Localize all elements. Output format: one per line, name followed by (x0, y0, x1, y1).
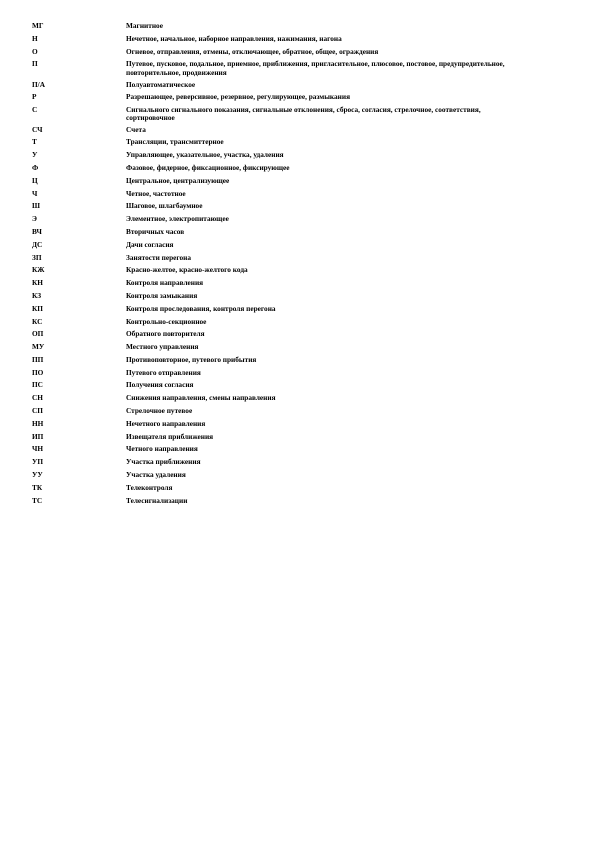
abbreviation-description: Снижения направления, смены направления (126, 393, 276, 403)
abbreviation-description: Извещателя приближения (126, 431, 214, 441)
abbreviation-description: Контрольно-секционное (126, 316, 207, 326)
abbreviation-row (32, 445, 532, 453)
abbreviation-code: КП (32, 303, 43, 313)
abbreviation-row (32, 22, 532, 30)
abbreviation-row (32, 458, 532, 466)
abbreviation-row (32, 407, 532, 415)
abbreviation-code: С (32, 104, 38, 114)
abbreviation-code: П (32, 59, 38, 69)
abbreviation-code: Т (32, 137, 37, 147)
abbreviation-code: КЖ (32, 265, 45, 275)
abbreviation-code: МГ (32, 21, 44, 30)
abbreviation-description: Путевого отправления (126, 367, 201, 377)
abbreviation-code: Ш (32, 201, 41, 211)
abbreviation-description: Контроля замыкания (126, 290, 198, 300)
abbreviation-code: Ч (32, 188, 38, 198)
abbreviation-code: НН (32, 418, 44, 428)
abbreviation-code: ТК (32, 482, 43, 492)
abbreviation-description: Красно-желтое, красно-желтого кода (126, 265, 248, 275)
abbreviation-code: ДС (32, 239, 43, 249)
abbreviation-row (32, 35, 532, 43)
abbreviation-code: Ц (32, 175, 38, 185)
abbreviation-code: Н (32, 33, 38, 43)
abbreviation-description: Магнитное (126, 21, 163, 30)
abbreviation-row (32, 420, 532, 428)
abbreviation-row (32, 484, 532, 492)
abbreviation-description: Местного управления (126, 342, 199, 352)
abbreviation-description: Нечетного направления (126, 418, 206, 428)
abbreviation-code: МУ (32, 342, 45, 352)
abbreviation-description: Обратного повторителя (126, 329, 205, 339)
abbreviation-row (32, 369, 532, 377)
abbreviation-code: Э (32, 214, 37, 224)
abbreviation-row (32, 241, 532, 249)
abbreviation-code: КН (32, 278, 43, 288)
abbreviation-description: Шаговое, шлагбаумное (126, 201, 203, 211)
abbreviation-code: СП (32, 406, 43, 416)
abbreviation-description: Вторичных часов (126, 226, 185, 236)
abbreviation-code: Ф (32, 162, 39, 172)
abbreviation-description: Элементное, электропитающее (126, 214, 229, 224)
abbreviation-list (32, 22, 532, 509)
abbreviation-row (32, 343, 532, 351)
abbreviation-description: Трансляции, трансмиттерное (126, 137, 224, 147)
abbreviation-code: ЗП (32, 252, 42, 262)
abbreviation-description: Противоповторное, путевого прибытия (126, 354, 257, 364)
abbreviation-row (32, 471, 532, 479)
abbreviation-code: ИП (32, 431, 44, 441)
abbreviation-row (32, 177, 532, 185)
abbreviation-row (32, 228, 532, 236)
abbreviation-description: Получения согласия (126, 380, 194, 390)
abbreviation-description: Телесигнализации (126, 495, 188, 505)
abbreviation-code: О (32, 46, 38, 56)
abbreviation-description: Занятости перегона (126, 252, 192, 262)
abbreviation-row (32, 190, 532, 198)
abbreviation-row (32, 81, 532, 89)
abbreviation-code: Р (32, 91, 37, 101)
abbreviation-code: ТС (32, 495, 43, 505)
abbreviation-description: Нечетное, начальное, наборное направления, нажимания, нагона (126, 33, 342, 43)
abbreviation-row (32, 266, 532, 274)
abbreviation-code: УП (32, 457, 44, 467)
abbreviation-code: УУ (32, 470, 43, 480)
abbreviation-row (32, 202, 532, 210)
abbreviation-description: Четное, частотное (126, 188, 186, 198)
abbreviation-code: СЧ (32, 124, 43, 134)
abbreviation-code: КС (32, 316, 43, 326)
abbreviation-description: Фазовое, фидерное, фиксационное, фиксирующее (126, 162, 290, 172)
abbreviation-code: ПП (32, 354, 44, 364)
abbreviation-row (32, 381, 532, 389)
abbreviation-description: Полуавтоматическое (126, 80, 196, 90)
abbreviation-description: Дачи согласия (126, 239, 174, 249)
abbreviation-row (32, 330, 532, 338)
abbreviation-description: Огневое, отправления, отмены, отключающее, обратное, общее, ограждения (126, 46, 379, 56)
abbreviation-code: У (32, 150, 38, 160)
abbreviation-description: Участка приближения (126, 457, 201, 467)
abbreviation-row (32, 138, 532, 146)
abbreviation-code: КЗ (32, 290, 42, 300)
abbreviation-row (32, 356, 532, 364)
abbreviation-description: Центральное, централизующее (126, 175, 230, 185)
abbreviation-row (32, 497, 532, 505)
abbreviation-description: Путевое, пусковое, подальное, приемное, приближения, пригласительное, плюсовое, постовое, предупредительное, повторительное, продвижения (126, 59, 505, 77)
abbreviation-row (32, 305, 532, 313)
abbreviation-description: Четного направления (126, 444, 198, 454)
abbreviation-code: ПО (32, 367, 44, 377)
abbreviation-code: СН (32, 393, 43, 403)
abbreviation-row (32, 254, 532, 262)
abbreviation-code: ЧН (32, 444, 44, 454)
abbreviation-description: Участка удаления (126, 470, 186, 480)
abbreviation-row (32, 48, 532, 56)
abbreviation-description: Стрелочное путевое (126, 406, 193, 416)
abbreviation-row (32, 106, 532, 123)
abbreviation-code: ВЧ (32, 226, 42, 236)
abbreviation-code: П/А (32, 80, 45, 90)
abbreviation-row (32, 292, 532, 300)
abbreviation-description: Контроля проследования, контроля перегона (126, 303, 276, 313)
abbreviation-row (32, 215, 532, 223)
abbreviation-description: Контроля направления (126, 278, 204, 288)
abbreviation-description: Разрешающее, реверсивное, резервное, регулирующее, размыкания (126, 91, 351, 101)
abbreviation-description: Счета (126, 124, 146, 134)
abbreviation-row (32, 60, 532, 77)
abbreviation-row (32, 164, 532, 172)
abbreviation-row (32, 93, 532, 101)
abbreviation-code: ПС (32, 380, 43, 390)
abbreviation-row (32, 151, 532, 159)
abbreviation-code: ОП (32, 329, 44, 339)
abbreviation-row (32, 394, 532, 402)
abbreviation-description: Управляющее, указательное, участка, удаления (126, 150, 284, 160)
abbreviation-row (32, 279, 532, 287)
abbreviation-description: Телеконтроля (126, 482, 173, 492)
abbreviation-row (32, 318, 532, 326)
abbreviation-row (32, 433, 532, 441)
abbreviation-row (32, 126, 532, 134)
abbreviation-description: Сигнального сигнального показания, сигнальные отклонения, сброса, согласия, стрелочное, соответствия, сортировочное (126, 104, 481, 123)
